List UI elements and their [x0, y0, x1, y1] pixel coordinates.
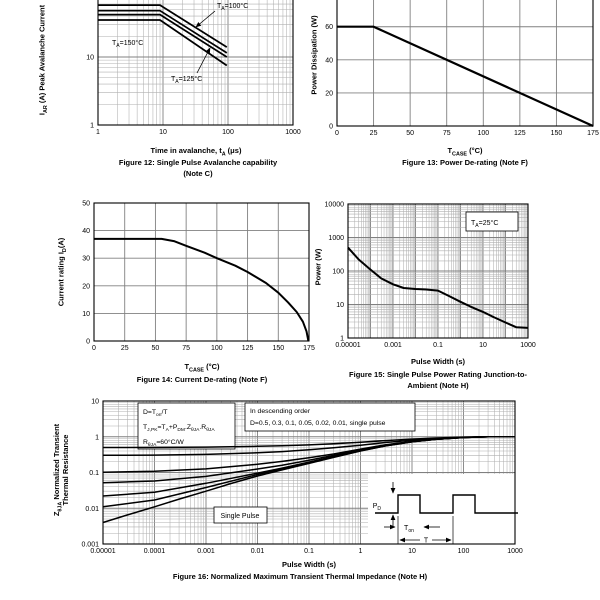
annotation-label: In descending order [250, 408, 311, 415]
x-tick-label: 0.001 [197, 548, 215, 555]
annotation-label: $T_A=125^\circ C$ [171, 76, 203, 85]
x-tick-label: 150 [550, 130, 563, 137]
figure-15 [325, 202, 536, 350]
x-tick-label: 1 [358, 548, 363, 555]
y-tick-label: 1 [340, 335, 344, 343]
fig15-caption-line1: Figure 15: Single Pulse Power Rating Junction-to- [349, 370, 527, 379]
x-tick-label: 10 [408, 548, 416, 555]
inset-pd-label: $P_D$ [372, 503, 381, 512]
x-tick-label: 1000 [507, 548, 523, 555]
y-tick-label: 100 [332, 268, 344, 276]
fig16-y-axis-label-line1: $Z_{\theta JA}$ Normalized Transient [52, 423, 64, 517]
x-tick-label: 50 [406, 130, 415, 137]
figure-13-plot-border [337, 0, 593, 126]
fig13-x-axis-label: $T_{CASE}$ (°C) [447, 146, 483, 158]
x-tick-label: 0 [92, 345, 96, 352]
x-tick-label: 10 [479, 342, 487, 349]
x-tick-label: 1 [96, 129, 100, 136]
y-tick-label: 10 [336, 302, 344, 309]
x-tick-label: 0.0001 [143, 548, 166, 555]
x-tick-label: 100 [457, 548, 470, 555]
fig15-caption-line2: Ambient (Note H) [407, 381, 469, 390]
fig12-caption-line2: (Note C) [183, 169, 213, 178]
figure-13 [325, 0, 599, 137]
figure-13-series-0 [337, 27, 593, 126]
fig14-x-axis-label: $T_{CASE}$ (°C) [184, 362, 220, 374]
fig16-y-axis-label-line2: Thermal Resistance [61, 434, 70, 506]
y-tick-label: 0.001 [81, 541, 99, 549]
x-tick-label: 25 [120, 345, 129, 352]
fig12-y-axis-label: $I_{AR}$ (A) Peak Avalanche Current [37, 4, 49, 116]
inset-t-label: T [423, 537, 429, 545]
y-tick-label: 40 [325, 57, 333, 65]
x-tick-label: 0.1 [433, 342, 443, 349]
annotation-label: $T_{J,PK}=T_A+P_{DM}.Z_{\theta JA}.R_{\theta JA}$ [143, 424, 215, 433]
y-tick-label: 10000 [324, 201, 344, 209]
annotation-label: $R_{\theta JA}=60^\circ C/W$ [143, 439, 184, 448]
y-tick-label: 10 [91, 398, 99, 406]
x-tick-label: 100 [477, 130, 490, 137]
y-tick-label: 40 [82, 228, 90, 236]
y-tick-label: 0.1 [89, 470, 99, 477]
y-tick-label: 20 [82, 283, 90, 291]
x-tick-label: 0.00001 [335, 342, 361, 349]
annotation-label: $T_A=150^\circ C$ [112, 40, 144, 49]
fig12-x-axis-label: Time in avalanche, $t_A$ (μs) [150, 146, 242, 158]
figure-12-grid [98, 0, 293, 125]
fig16-caption: Figure 16: Normalized Maximum Transient Thermal Impedance (Note H) [172, 572, 428, 581]
fig12-caption-line1: Figure 12: Single Pulse Avalanche capability [118, 158, 278, 167]
fig14-caption: Figure 14: Current De-rating (Note F) [136, 375, 268, 384]
x-tick-label: 0.00001 [90, 548, 116, 555]
y-tick-label: 1 [95, 434, 99, 442]
x-tick-label: 75 [182, 345, 191, 352]
annotation-label: Single Pulse [220, 513, 260, 520]
x-tick-label: 150 [272, 345, 285, 352]
fig14-y-axis-label: Current rating $I_D(A)$ [56, 237, 68, 307]
x-tick-label: 125 [241, 345, 254, 352]
y-tick-label: 10 [86, 54, 94, 62]
x-tick-label: 10 [159, 129, 167, 136]
figure-14-series-0 [94, 239, 308, 341]
annotation-label: D=0.5, 0.3, 0.1, 0.05, 0.02, 0.01, single pulse [250, 420, 386, 427]
x-tick-label: 0.1 [304, 548, 314, 555]
figure-16 [81, 399, 525, 556]
fig15-x-axis-label: Pulse Width (s) [410, 357, 466, 366]
leader-arrow [197, 48, 210, 73]
y-tick-label: 60 [325, 24, 333, 32]
x-tick-label: 50 [151, 345, 160, 352]
y-tick-label: 0 [329, 123, 333, 131]
x-tick-label: 1000 [285, 129, 301, 136]
y-tick-label: 1000 [328, 235, 344, 242]
y-tick-label: 10 [82, 310, 90, 318]
figure-13-grid [337, 0, 593, 126]
x-tick-label: 25 [369, 130, 378, 137]
x-tick-label: 125 [514, 130, 526, 137]
annotation-label: $D=T_{on}/T$ [143, 409, 168, 418]
fig16-x-axis-label: Pulse Width (s) [281, 560, 337, 569]
x-tick-label: 0.001 [384, 342, 402, 349]
fig13-caption: Figure 13: Power De-rating (Note F) [402, 158, 528, 167]
figure-14-grid [94, 203, 309, 341]
inset-ton-label: $T_{on}$ [404, 525, 414, 534]
fig13-y-axis-label: Power Dissipation (W) [309, 15, 319, 95]
y-tick-label: 1 [90, 122, 94, 130]
x-tick-label: 0 [335, 130, 339, 137]
x-tick-label: 175 [303, 345, 315, 352]
x-tick-label: 0.01 [250, 548, 265, 555]
x-tick-label: 75 [442, 130, 451, 137]
y-tick-label: 0 [86, 338, 90, 346]
y-tick-label: 30 [82, 255, 90, 263]
figure-14-tick-labels [82, 201, 315, 353]
annotation-label: $T_A=25^\circ C$ [471, 220, 499, 229]
figure-14-plot-border [94, 203, 309, 341]
fig15-y-axis-label: Power (W) [313, 248, 323, 286]
figure-14 [82, 201, 315, 353]
figure-13-tick-labels [325, 24, 599, 137]
waveform-inset [368, 474, 525, 547]
figure-12-tick-labels [86, 55, 301, 137]
y-tick-label: 0.01 [85, 505, 99, 513]
annotation-label: $T_A=100^\circ C$ [217, 3, 249, 12]
y-tick-label: 20 [325, 90, 333, 98]
y-tick-label: 50 [82, 200, 90, 208]
x-tick-label: 1000 [520, 342, 536, 349]
x-tick-label: 100 [222, 129, 234, 136]
x-tick-label: 175 [587, 130, 599, 137]
figure-12 [86, 0, 301, 136]
figure-12-plot-border [98, 0, 293, 125]
x-tick-label: 100 [211, 345, 223, 352]
fig16-y-axis-label [52, 424, 70, 516]
